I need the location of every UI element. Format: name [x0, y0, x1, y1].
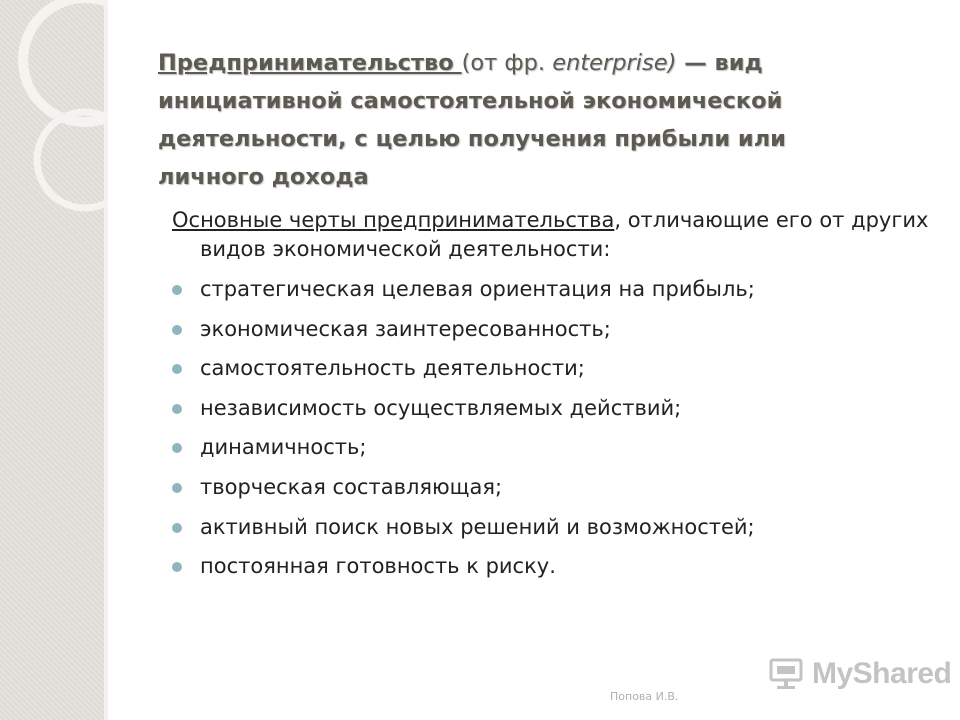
list-item: [172, 349, 932, 389]
bullet-icon: [172, 325, 182, 335]
decorative-circles: [0, 0, 108, 720]
decorative-circle-small: [37, 112, 108, 208]
list-item: [172, 468, 932, 508]
list-item: [172, 508, 932, 548]
list-item-text: творческая составляющая;: [200, 474, 503, 499]
list-item: [172, 389, 932, 429]
watermark-text: MyShared: [812, 657, 952, 690]
list-item: [172, 428, 932, 468]
features-intro-text: , отличающие его от других видов экономической деятельности:: [200, 208, 929, 261]
list-item-text: постоянная готовность к риску.: [200, 554, 556, 579]
bullet-icon: [172, 404, 182, 414]
features-intro: [172, 206, 932, 264]
title-parenthetical: [462, 50, 677, 76]
bullet-icon: [172, 483, 182, 493]
list-item-text: независимость осуществляемых действий;: [200, 395, 682, 420]
title-definition: — вид инициативной самостоятельной экономической деятельности, с целью получения прибыли или личного дохода: [158, 50, 786, 190]
slide-body: [172, 206, 932, 587]
list-item-text: самостоятельность деятельности;: [200, 356, 585, 381]
list-item-text: стратегическая целевая ориентация на прибыль;: [200, 277, 755, 301]
slide-author-footer: Попова И.В.: [610, 690, 679, 703]
list-item: [172, 547, 932, 587]
bullet-icon: [172, 285, 182, 295]
title-term: Предпринимательство: [158, 50, 462, 76]
watermark-logo: [768, 654, 951, 694]
decorative-circle-large: [23, 0, 108, 122]
bullet-icon: [172, 364, 182, 374]
list-item: [172, 310, 932, 350]
features-list: [172, 270, 932, 587]
slide-title: [158, 44, 858, 196]
bullet-icon: [172, 562, 182, 572]
title-paren-text: (от фр.: [461, 50, 553, 76]
features-heading: Основные черты предпринимательства: [172, 208, 615, 232]
list-item-text: динамичность;: [200, 435, 367, 460]
list-item-text: активный поиск новых решений и возможностей;: [200, 514, 755, 539]
bullet-icon: [172, 443, 182, 453]
title-foreign-word: enterprise): [552, 50, 677, 76]
list-item: [172, 270, 932, 310]
bullet-icon: [172, 523, 182, 533]
list-item-text: экономическая заинтересованность;: [200, 316, 611, 341]
presentation-board-icon: [768, 657, 804, 691]
